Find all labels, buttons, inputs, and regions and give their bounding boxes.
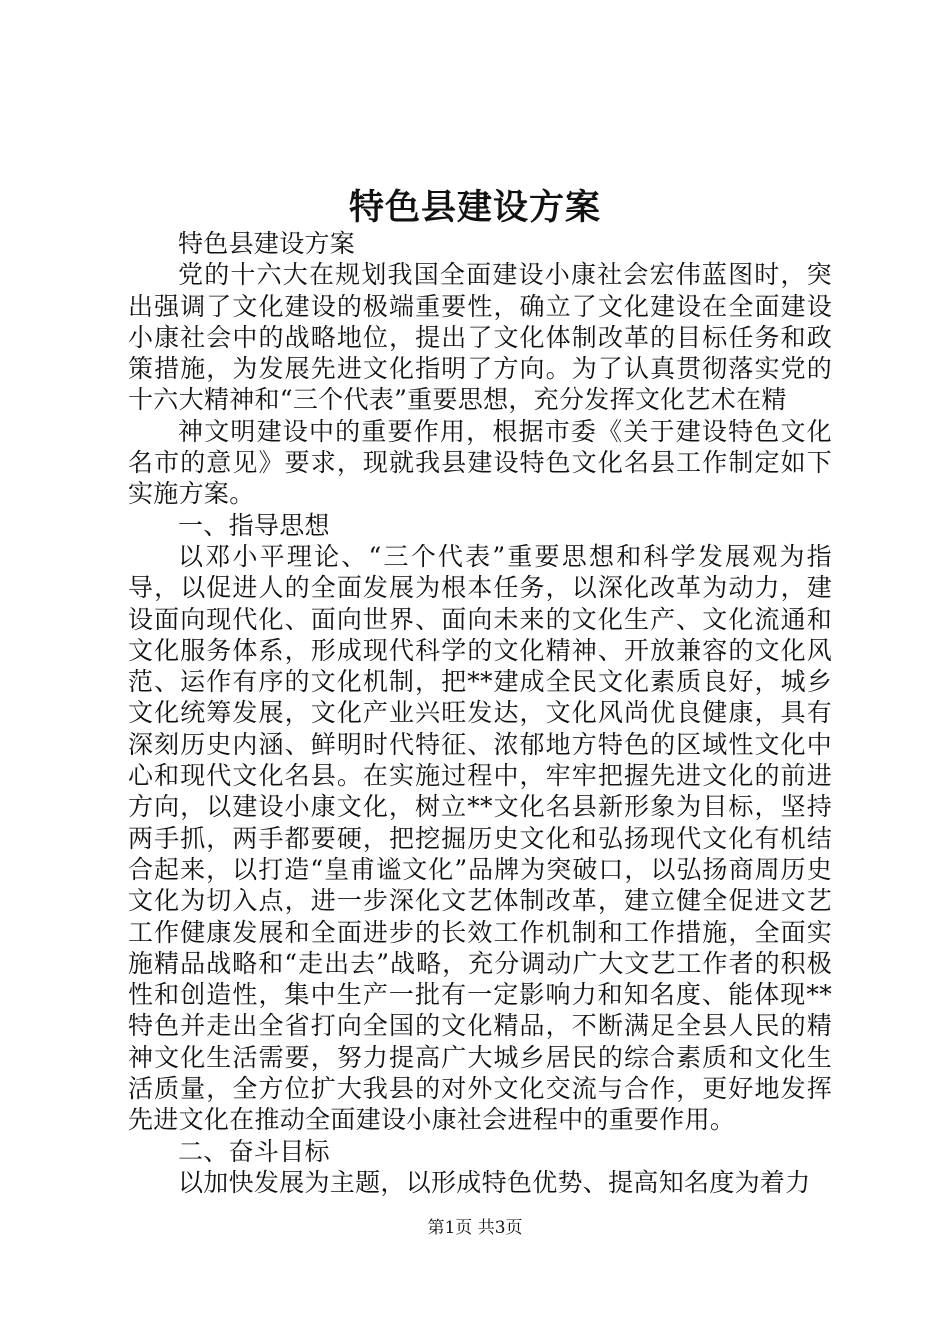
subtitle-paragraph: 特色县建设方案 (178, 229, 356, 258)
document-title: 特色县建设方案 (348, 187, 601, 228)
document-body (128, 228, 832, 1198)
page-footer: 第1页 共3页 (427, 1218, 523, 1238)
intro-paragraph: 党的十六大在规划我国全面建设小康社会宏伟蓝图时，突出强调了文化建设的极端重要性，确立了文化建设在全面建设小康社会中的战略地位，提出了文化体制改革的目标任务和政策措施，为发展先进文化指明了方向。为了认真贯彻落实党的十六大精神和“三个代表”重要思想，充分发挥文化艺术在精 (128, 260, 832, 415)
section-heading-goals: 二、奋斗目标 (178, 1136, 330, 1166)
section-heading-guiding-ideology: 一、指导思想 (178, 510, 330, 540)
intro-continuation-paragraph: 神文明建设中的重要作用，根据市委《关于建设特色文化名市的意见》要求，现就我县建设特色文化名县工作制定如下实施方案。 (128, 416, 832, 509)
goals-paragraph: 以加快发展为主题，以形成特色优势、提高知名度为着力 (178, 1167, 811, 1197)
guiding-ideology-paragraph: 以邓小平理论、“三个代表”重要思想和科学发展观为指导，以促进人的全面发展为根本任务，以深化改革为动力，建设面向现代化、面向世界、面向未来的文化生产、文化流通和文化服务体系，形成现代科学的文化精神、开放兼容的文化风范、运作有序的文化机制，把**建成全民文化素质良好，城乡文化统筹发展，文化产业兴旺发达，文化风尚优良健康，具有深刻历史内涵、鲜明时代特征、浓郁地方特色的区域性文化中心和现代文化名县。在实施过程中，牢牢把握先进文化的前进方向，以建设小康文化，树立**文化名县新形象为目标，坚持两手抓，两手都要硬，把挖掘历史文化和弘扬现代文化有机结合起来，以打造“皇甫谧文化”品牌为突破口，以弘扬商周历史文化为切入点，进一步深化文艺体制改革，建立健全促进文艺工作健康发展和全面进步的长效工作机制和工作措施，全面实施精品战略和“走出去”战略，充分调动广大文艺工作者的积极性和创造性，集中生产一批有一定影响力和知名度、能体现**特色并走出全省打向全国的文化精品，不断满足全县人民的精神文化生活需要，努力提高广大城乡居民的综合素质和文化生活质量，全方位扩大我县的对外文化交流与合作，更好地发挥先进文化在推动全面建设小康社会进程中的重要作用。 (128, 541, 832, 1135)
